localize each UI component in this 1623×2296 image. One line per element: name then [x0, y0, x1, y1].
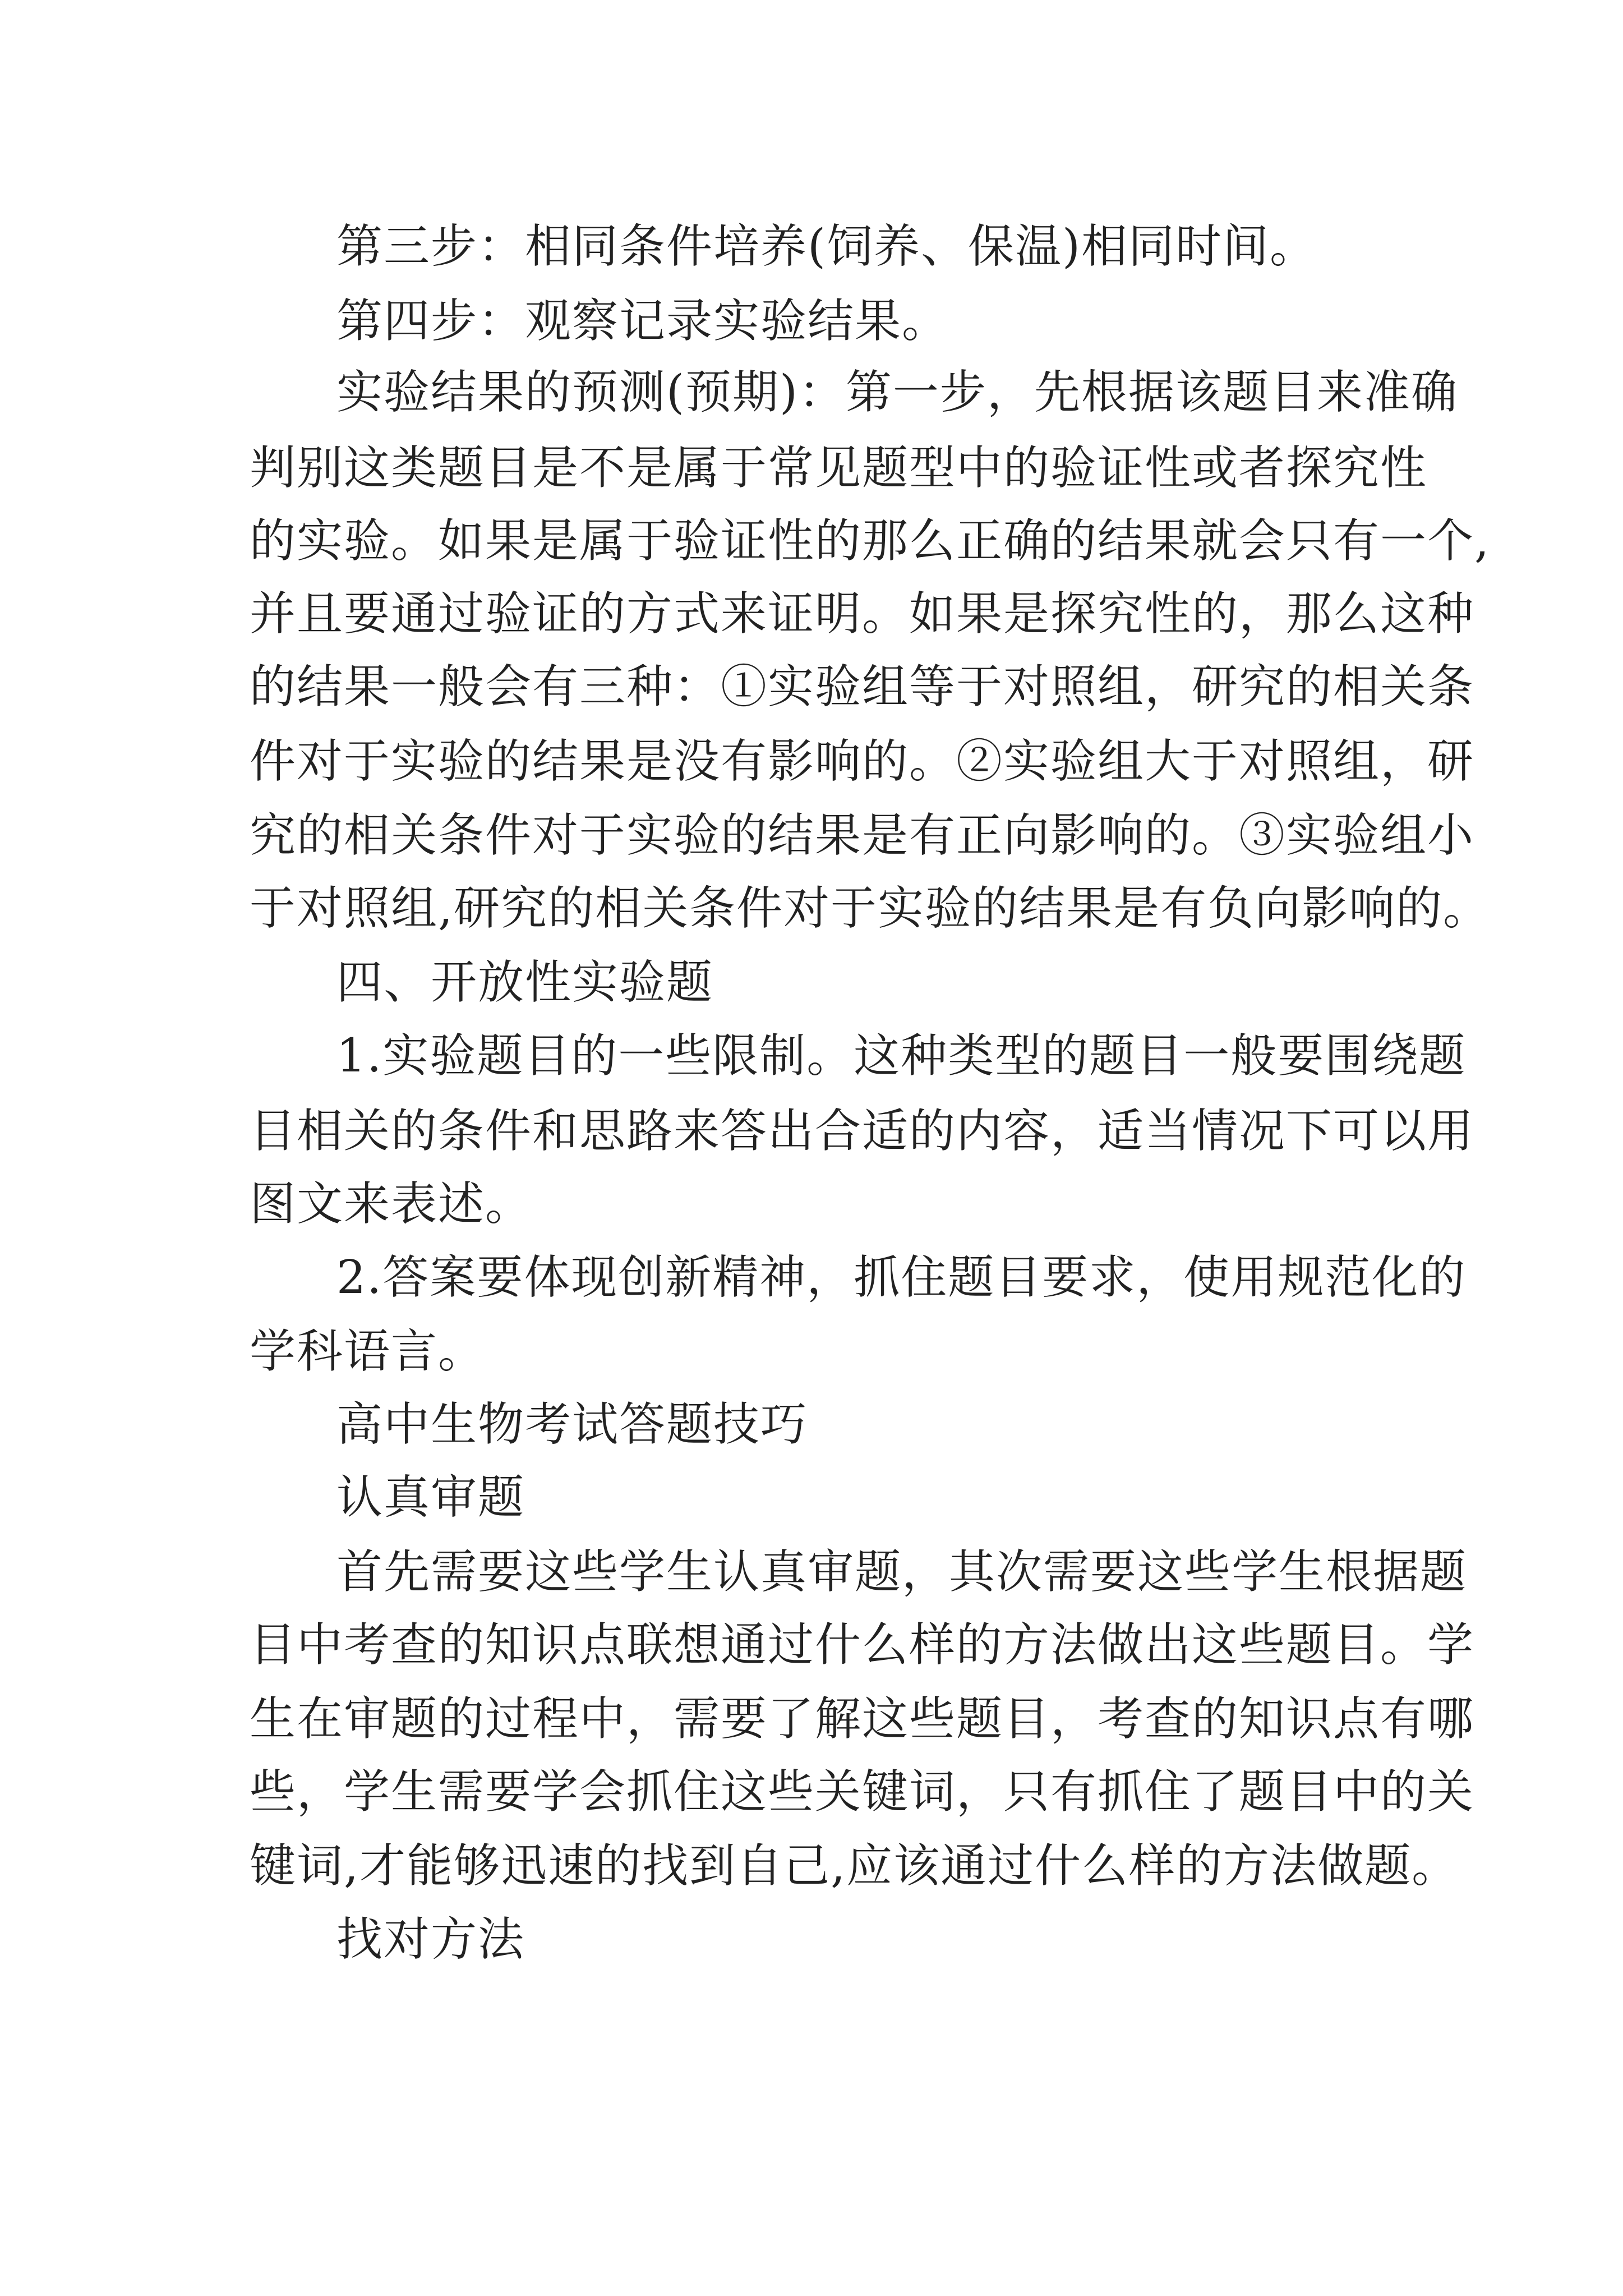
- text-line-prediction-2: 判别这类题目是不是属于常见题型中的验证性或者探究性: [250, 441, 1428, 495]
- text-line-prediction-3: 的实验。如果是属于验证性的那么正确的结果就会只有一个,: [250, 514, 1491, 568]
- text-line-step-three: 第三步：相同条件培养(饲养、保温)相同时间。: [336, 220, 1317, 273]
- text-line-item-1c: 图文来表述。: [250, 1177, 533, 1231]
- text-line-item-2b: 学科语言。: [250, 1325, 486, 1378]
- text-line-prediction-7: 究的相关条件对于实验的结果是有正向影响的。③实验组小: [250, 809, 1475, 862]
- text-line-reading-2: 目中考查的知识点联想通过什么样的方法做出这些题目。学: [250, 1618, 1475, 1672]
- text-line-item-2a: 2.答案要体现创新精神，抓住题目要求，使用规范化的: [336, 1251, 1467, 1304]
- text-line-step-four: 第四步：观察记录实验结果。: [336, 295, 949, 348]
- text-line-prediction-5: 的结果一般会有三种：①实验组等于对照组，研究的相关条: [250, 660, 1475, 714]
- section-heading-open-experiment: 四、开放性实验题: [336, 956, 714, 1009]
- text-line-reading-4: 些，学生需要学会抓住这些关键词，只有抓住了题目中的关: [250, 1765, 1475, 1819]
- subheading-find-method: 找对方法: [336, 1913, 525, 1966]
- text-line-reading-5: 键词,才能够迅速的找到自己,应该通过什么样的方法做题。: [250, 1839, 1459, 1893]
- section-heading-exam-tips: 高中生物考试答题技巧: [336, 1398, 808, 1451]
- subheading-careful-reading: 认真审题: [336, 1471, 525, 1524]
- text-line-prediction-4: 并且要通过验证的方式来证明。如果是探究性的，那么这种: [250, 587, 1475, 641]
- text-line-prediction-6: 件对于实验的结果是没有影响的。②实验组大于对照组，研: [250, 735, 1475, 788]
- text-line-prediction-8: 于对照组,研究的相关条件对于实验的结果是有负向影响的。: [250, 882, 1491, 935]
- text-line-item-1a: 1.实验题目的一些限制。这种类型的题目一般要围绕题: [336, 1029, 1467, 1083]
- text-line-reading-3: 生在审题的过程中，需要了解这些题目，考查的知识点有哪: [250, 1692, 1475, 1746]
- text-line-item-1b: 目相关的条件和思路来答出合适的内容，适当情况下可以用: [250, 1105, 1475, 1158]
- text-line-prediction-1: 实验结果的预测(预期)：第一步，先根据该题目来准确: [336, 366, 1458, 419]
- text-line-reading-1: 首先需要这些学生认真审题，其次需要这些学生根据题: [336, 1545, 1468, 1599]
